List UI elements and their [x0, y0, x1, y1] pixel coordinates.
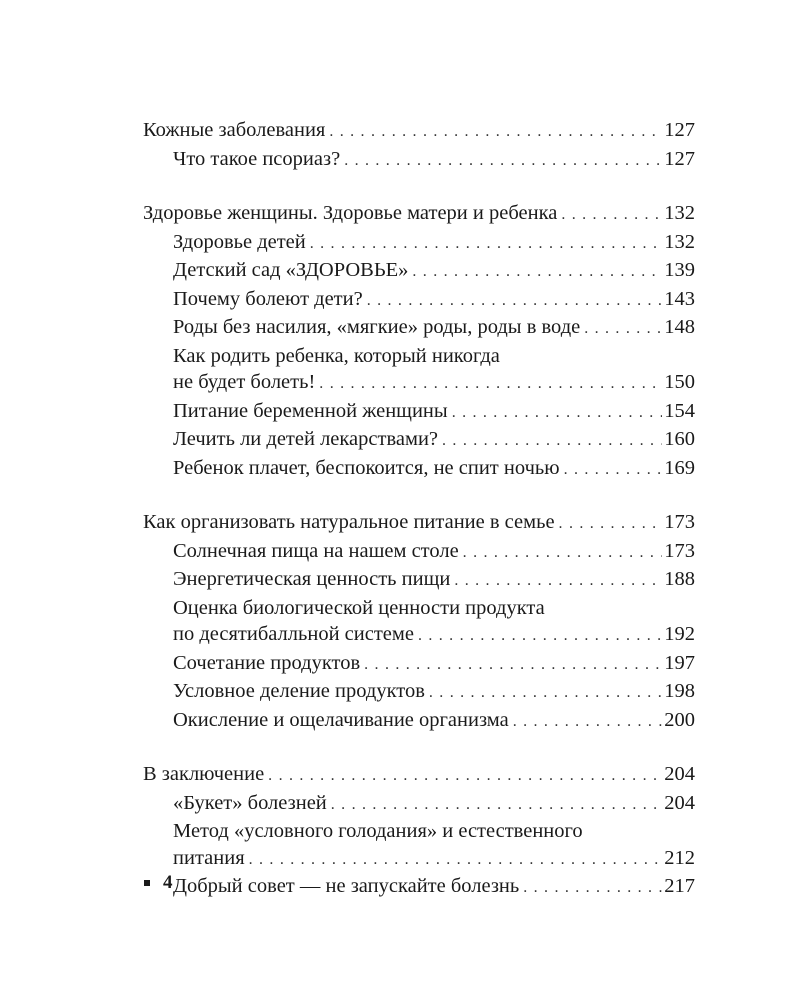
- toc-entry[interactable]: [143, 257, 695, 286]
- dot-leader: [418, 623, 662, 650]
- toc-entry-page: 188: [664, 568, 695, 590]
- toc-entry[interactable]: [143, 707, 695, 736]
- toc-entry-title: В заключение: [143, 763, 265, 785]
- dot-leader: [344, 148, 662, 175]
- toc-entry-title: Детский сад «ЗДОРОВЬЕ»: [173, 259, 409, 281]
- toc-section: [143, 117, 695, 174]
- toc-entry-line: [143, 343, 695, 370]
- toc-entry-title: Энергетическая ценность пищи: [173, 568, 451, 590]
- toc-entry-page: 127: [664, 119, 695, 141]
- toc-section: [143, 200, 695, 483]
- dot-leader: [412, 259, 662, 286]
- toc-entry-title: Кожные заболевания: [143, 119, 326, 141]
- dot-leader: [364, 652, 662, 679]
- toc-entry-page: 204: [664, 763, 695, 785]
- toc-entry-title: «Букет» болезней: [173, 791, 327, 814]
- toc-entry[interactable]: [143, 538, 695, 567]
- dot-leader: [513, 709, 663, 736]
- toc-entry-page: 212: [664, 846, 695, 869]
- dot-leader: [561, 202, 662, 229]
- toc-entry-title: не будет болеть!: [173, 371, 316, 393]
- toc-entry-page: 169: [664, 456, 695, 479]
- toc-entry[interactable]: [143, 650, 695, 679]
- dot-leader: [331, 792, 662, 819]
- toc-entry[interactable]: [143, 229, 695, 258]
- toc-entry[interactable]: [143, 117, 695, 146]
- toc-entry-title: Роды без насилия, «мягкие» роды, роды в воде: [173, 316, 581, 338]
- toc-entry[interactable]: [143, 398, 695, 427]
- toc-entry-page: 173: [664, 539, 695, 562]
- toc-entry-title: Окисление и ощелачивание организма: [173, 708, 509, 731]
- toc-entry-title: Лечить ли детей лекарствами?: [173, 428, 439, 450]
- dot-leader: [319, 371, 662, 398]
- toc-entry-page: 217: [664, 875, 695, 897]
- toc-entry[interactable]: [143, 455, 695, 484]
- toc-entry[interactable]: [143, 678, 695, 707]
- toc-entry[interactable]: [143, 286, 695, 315]
- dot-leader: [367, 288, 663, 315]
- toc-entry-title: Условное деление продуктов: [173, 680, 425, 702]
- toc-entry-page: 150: [664, 371, 695, 393]
- toc-entry[interactable]: [143, 621, 695, 650]
- toc-entry[interactable]: [143, 369, 695, 398]
- dot-leader: [442, 428, 662, 455]
- toc-entry[interactable]: [143, 146, 695, 175]
- toc-entry-title: Солнечная пища на нашем столе: [173, 539, 459, 562]
- toc-entry-title: Как организовать натуральное питание в семье: [143, 511, 555, 533]
- dot-leader: [329, 119, 662, 146]
- dot-leader: [463, 540, 663, 567]
- toc-entry-title: Оценка биологической ценности продукта: [173, 596, 545, 619]
- dot-leader: [564, 457, 663, 484]
- dot-leader: [268, 763, 662, 790]
- toc-entry-page: 160: [664, 428, 695, 450]
- toc-entry-page: 200: [664, 708, 695, 731]
- toc-entry[interactable]: [143, 790, 695, 819]
- toc-entry-title: Почему болеют дети?: [173, 287, 363, 310]
- dot-leader: [429, 680, 662, 707]
- toc-entry-page: 132: [664, 230, 695, 253]
- toc-entry-page: 139: [664, 259, 695, 281]
- toc-entry[interactable]: [143, 873, 695, 902]
- dot-leader: [584, 316, 662, 343]
- toc-entry-page: 204: [664, 791, 695, 814]
- toc-entry[interactable]: [143, 314, 695, 343]
- toc-entry-title: Питание беременной женщины: [173, 399, 448, 422]
- table-of-contents: [143, 117, 695, 928]
- toc-entry-page: 154: [664, 399, 695, 422]
- toc-entry-title: Добрый совет — не запускайте болезнь: [173, 875, 520, 897]
- dot-leader: [452, 400, 663, 427]
- toc-entry-page: 173: [664, 511, 695, 533]
- toc-entry[interactable]: [143, 426, 695, 455]
- dot-leader: [523, 875, 662, 902]
- dot-leader: [454, 568, 662, 595]
- dot-leader: [249, 847, 663, 874]
- toc-entry-title: Здоровье женщины. Здоровье матери и ребенка: [143, 202, 558, 224]
- toc-entry-page: 127: [664, 147, 695, 170]
- toc-entry-title: Здоровье детей: [173, 230, 306, 253]
- page-number: 4: [163, 872, 173, 893]
- toc-section: [143, 761, 695, 902]
- toc-entry[interactable]: [143, 761, 695, 790]
- toc-entry[interactable]: [143, 566, 695, 595]
- dot-leader: [310, 231, 663, 258]
- toc-entry-page: 197: [664, 651, 695, 674]
- toc-entry-title: Ребенок плачет, беспокоится, не спит ночью: [173, 456, 560, 479]
- toc-entry-title: питания: [173, 846, 245, 869]
- toc-entry-title: Как родить ребенка, который никогда: [173, 344, 500, 367]
- toc-entry-title: Сочетание продуктов: [173, 651, 361, 674]
- toc-entry[interactable]: [143, 200, 695, 229]
- toc-entry-page: 143: [664, 287, 695, 310]
- toc-entry[interactable]: [143, 509, 695, 538]
- toc-entry-title: Метод «условного голодания» и естественного: [173, 820, 583, 842]
- toc-entry-title: по десятибалльной системе: [173, 623, 414, 645]
- dot-leader: [559, 511, 663, 538]
- toc-entry-page: 132: [664, 202, 695, 224]
- toc-section: [143, 509, 695, 735]
- toc-entry-page: 198: [664, 680, 695, 702]
- page-footer: [144, 872, 173, 894]
- toc-entry-line: [143, 818, 695, 845]
- toc-entry-line: [143, 595, 695, 622]
- toc-entry-page: 192: [664, 623, 695, 645]
- toc-entry-title: Что такое псориаз?: [173, 147, 341, 170]
- toc-entry[interactable]: [143, 845, 695, 874]
- square-bullet-icon: [144, 880, 150, 886]
- toc-entry-page: 148: [664, 316, 695, 338]
